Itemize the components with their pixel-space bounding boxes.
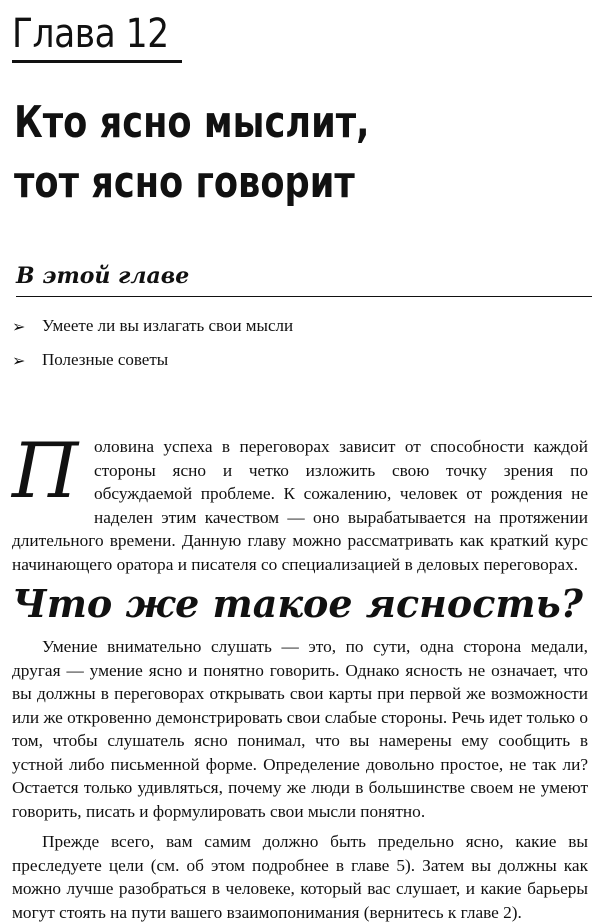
list-item-label: Полезные советы bbox=[42, 350, 169, 369]
body-paragraph-1: Умение внимательно слушать — это, по сути, одна сторона медали, другая — умение ясно и понятно говорить. Однако ясность не означает, что вы должны в переговорах открывать свои карты при первой же возможности или же откровенно демонстрировать свои слабые стороны. Речь идет только о том, чтобы слушатель ясно понимал, что вы намерены ему сообщить в устной либо письменной форме. Определение довольно простое, не так ли? Остается только удивляться, почему же люди в большинстве своем не умеют говорить, писать и формулировать свои мысли понятно. bbox=[12, 637, 588, 821]
chapter-title-line-1: Кто ясно мыслит, bbox=[14, 97, 370, 148]
chapter-underline bbox=[12, 60, 182, 63]
section-heading: Что же такое ясность? bbox=[12, 581, 583, 626]
intro-paragraph bbox=[12, 426, 588, 576]
chapter-contents-list bbox=[12, 309, 293, 377]
intro-text: оловина успеха в переговорах зависит от способности каждой стороны ясно и четко изложить свою точку зрения по обсуждаемой проблеме. К сожалению, человек от рождения не наделен этим качеством — оно вырабатывается на протяжении длительного времени. Данную главу можно рассматривать как краткий курс начинающего оратора и писателя со специализацией в деловых переговорах. bbox=[12, 437, 588, 574]
list-item bbox=[12, 343, 293, 377]
body-paragraph-2: Прежде всего, вам самим должно быть предельно ясно, какие вы преследуете цели (см. об этом подробнее в главе 5). Затем вы должны как можно лучше разобраться в человеке, который вас слушает, и какие барьеры могут стоять на пути вашего взаимопонимания (вернитесь к главе 2). bbox=[12, 832, 588, 922]
in-this-chapter-heading: В этой главе bbox=[16, 263, 190, 289]
list-item-label: Умеете ли вы излагать свои мысли bbox=[42, 316, 294, 335]
in-this-chapter-rule bbox=[16, 296, 592, 297]
arrow-bullet-icon: ➢ bbox=[12, 350, 26, 370]
chapter-title-line-2: тот ясно говорит bbox=[14, 157, 355, 208]
chapter-number: Глава 12 bbox=[12, 11, 169, 57]
list-item bbox=[12, 309, 293, 343]
drop-cap: П bbox=[12, 426, 79, 515]
chapter-title bbox=[14, 93, 370, 213]
arrow-bullet-icon: ➢ bbox=[12, 316, 26, 336]
